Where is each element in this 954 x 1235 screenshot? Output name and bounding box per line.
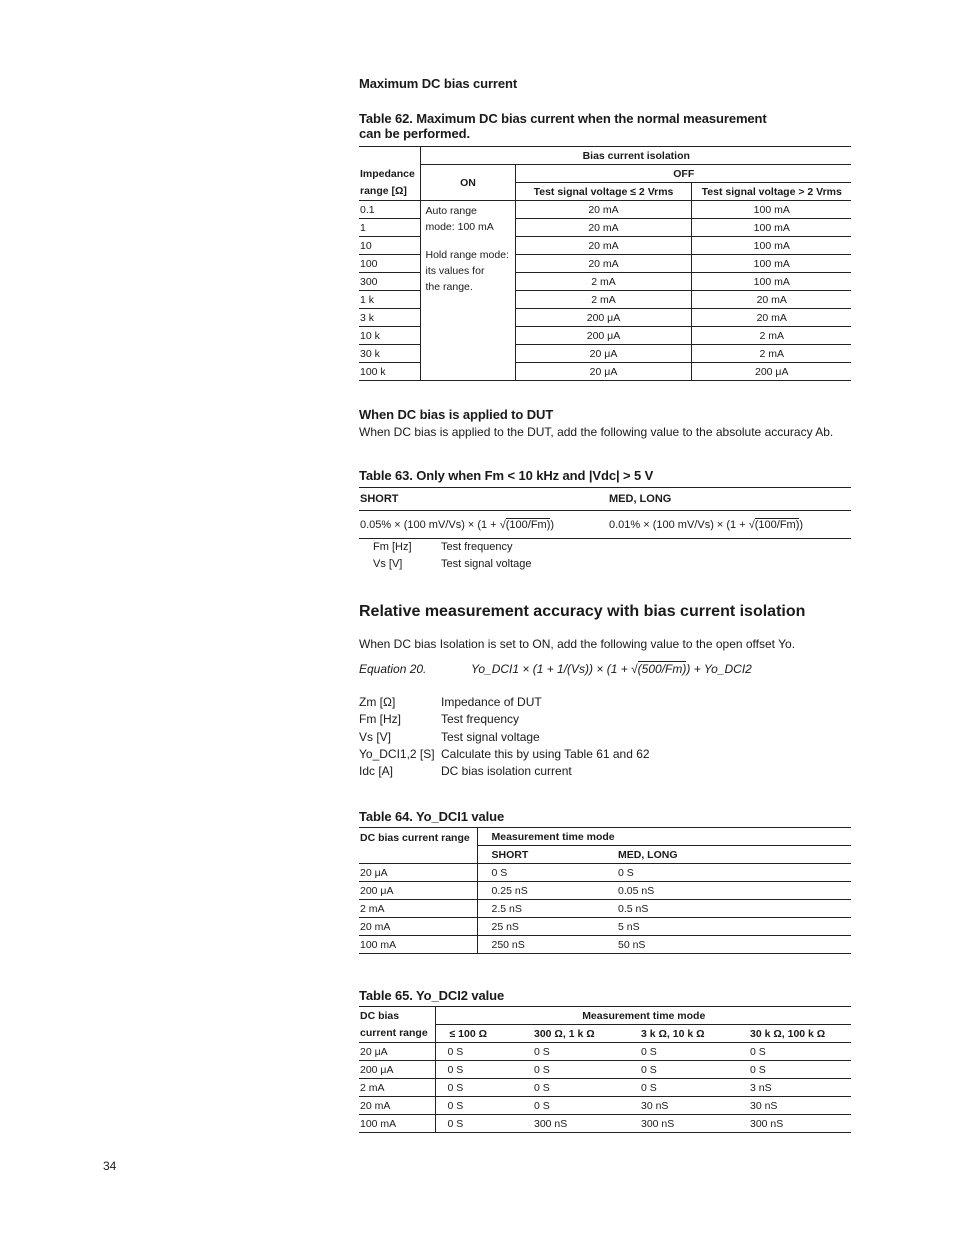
table62-caption-line1: Table 62. Maximum DC bias current when the normal measurement — [359, 111, 767, 126]
section-heading-dc-bias-dut: When DC bias is applied to DUT — [359, 407, 554, 422]
table62-range: 3 k — [359, 309, 420, 327]
table62-col-impedance: Impedance — [359, 165, 420, 183]
table64-col-range: DC bias current range — [359, 828, 477, 864]
table63-short-formula — [359, 511, 608, 539]
table63-col-medlong: MED, LONG — [608, 488, 851, 511]
table64-medlong: 0.05 nS — [617, 882, 851, 900]
table62-high: 100 mA — [691, 219, 851, 237]
table65-cell: 0 S — [435, 1097, 533, 1115]
formula-prefix: 0.01% × (100 mV/Vs) × (1 + √ — [609, 518, 755, 531]
definition-value: DC bias isolation current — [441, 764, 572, 779]
equation-suffix: ) + Yo_DCI2 — [686, 662, 752, 676]
table65-range: 2 mA — [359, 1079, 435, 1097]
definition-key: Fm [Hz] — [359, 712, 401, 727]
legend-row — [373, 539, 532, 556]
definition-list — [359, 694, 650, 780]
table65-cell: 0 S — [533, 1097, 640, 1115]
table62-range: 100 k — [359, 363, 420, 381]
table64-short: 2.5 nS — [477, 900, 617, 918]
formula-suffix: ) — [550, 518, 555, 531]
definition-key: Zm [Ω] — [359, 695, 396, 709]
table62-low: 20 mA — [515, 219, 691, 237]
table63-legend — [373, 539, 532, 573]
table64-range: 2 mA — [359, 900, 477, 918]
on-note-line — [426, 235, 515, 247]
on-note-line: Hold range mode: — [425, 249, 509, 261]
table64-range: 20 μA — [359, 864, 477, 882]
table65-cell: 0 S — [749, 1061, 851, 1079]
section-heading-max-dc-bias: Maximum DC bias current — [359, 76, 518, 91]
table62-high: 2 mA — [691, 327, 851, 345]
table65-caption: Table 65. Yo_DCI2 value — [359, 988, 505, 1003]
table64-range: 100 mA — [359, 936, 477, 954]
table-row — [359, 201, 851, 219]
table63-col-short: SHORT — [359, 488, 608, 511]
table62-range: 300 — [359, 273, 420, 291]
table64-caption: Table 64. Yo_DCI1 value — [359, 809, 505, 824]
table-row — [359, 882, 851, 900]
table-row — [359, 1043, 851, 1061]
table65-cell: 0 S — [533, 1043, 640, 1061]
table62-high: 100 mA — [691, 237, 851, 255]
table65-cell: 0 S — [640, 1061, 749, 1079]
table62-low: 2 mA — [515, 273, 691, 291]
definition-value: Test frequency — [441, 712, 520, 727]
table-row — [359, 1097, 851, 1115]
table62-low: 20 μA — [515, 363, 691, 381]
table62-caption-line2: can be performed. — [359, 126, 470, 141]
table62-col-off-high: Test signal voltage > 2 Vrms — [691, 183, 851, 201]
table62-low: 20 mA — [515, 237, 691, 255]
table64-short: 250 nS — [477, 936, 617, 954]
definition-key: Vs [V] — [359, 729, 392, 744]
table65-cell: 30 nS — [640, 1097, 749, 1115]
legend-value: Test frequency — [441, 541, 513, 553]
table65-cell: 0 S — [435, 1061, 533, 1079]
table64-medlong: 5 nS — [617, 918, 851, 936]
legend-key: Vs [V] — [373, 558, 403, 570]
legend-value: Test signal voltage — [441, 558, 532, 570]
on-note-line: Auto range — [425, 205, 477, 217]
on-note-line: the range. — [425, 281, 473, 293]
table65-range: 20 mA — [359, 1097, 435, 1115]
table65-range: 200 μA — [359, 1061, 435, 1079]
equation-radicand: (500/Fm) — [637, 662, 687, 676]
table65-cell: 0 S — [435, 1079, 533, 1097]
definition-row — [359, 746, 650, 763]
table65-cell: 0 S — [749, 1043, 851, 1061]
table65-col-range-2: current range — [359, 1025, 435, 1043]
definition-key: Yo_DCI1,2 [S] — [359, 746, 435, 761]
table62-col-on: ON — [420, 165, 515, 201]
definition-row — [359, 694, 650, 711]
table64-short: 0 S — [477, 864, 617, 882]
table65-cell: 0 S — [533, 1061, 640, 1079]
definition-value: Calculate this by using Table 61 and 62 — [441, 746, 650, 761]
table64-range: 20 mA — [359, 918, 477, 936]
equation-label: Equation 20. — [359, 662, 427, 676]
formula-suffix: ) — [799, 518, 804, 531]
table62-high: 100 mA — [691, 273, 851, 291]
table65-cell: 0 S — [640, 1043, 749, 1061]
table64-medlong: 0.5 nS — [617, 900, 851, 918]
table63-caption: Table 63. Only when Fm < 10 kHz and |Vdc| > 5 V — [359, 468, 654, 483]
definition-row — [359, 729, 650, 746]
table64-col-short: SHORT — [477, 846, 617, 864]
table64 — [359, 827, 851, 954]
table62-range: 10 — [359, 237, 420, 255]
table62-range: 30 k — [359, 345, 420, 363]
table64-col-medlong: MED, LONG — [617, 846, 851, 864]
table62-low: 20 μA — [515, 345, 691, 363]
table65-col-header: ≤ 100 Ω — [435, 1025, 533, 1043]
table62-high: 2 mA — [691, 345, 851, 363]
table65-col-header: 3 k Ω, 10 k Ω — [640, 1025, 749, 1043]
table65-cell: 0 S — [533, 1079, 640, 1097]
table65-cell: 0 S — [640, 1079, 749, 1097]
table64-short: 0.25 nS — [477, 882, 617, 900]
table65-cell: 300 nS — [533, 1115, 640, 1133]
page-number: 34 — [103, 1159, 117, 1173]
section3-body: When DC bias Isolation is set to ON, add the following value to the open offset Yo. — [359, 637, 796, 651]
table62-high: 200 μA — [691, 363, 851, 381]
table65-col-group: Measurement time mode — [435, 1007, 851, 1025]
table64-short: 25 nS — [477, 918, 617, 936]
table65-range: 20 μA — [359, 1043, 435, 1061]
table65 — [359, 1006, 851, 1133]
table62-range: 100 — [359, 255, 420, 273]
table62-low: 20 mA — [515, 201, 691, 219]
table62-low: 200 μA — [515, 327, 691, 345]
table63 — [359, 487, 851, 539]
table65-cell: 3 nS — [749, 1079, 851, 1097]
table65-cell: 300 nS — [640, 1115, 749, 1133]
table-row — [359, 1061, 851, 1079]
table64-col-group: Measurement time mode — [477, 828, 851, 846]
table-row — [359, 936, 851, 954]
table-row — [359, 900, 851, 918]
legend-row — [373, 556, 532, 573]
table65-cell: 0 S — [435, 1043, 533, 1061]
table65-col-header: 300 Ω, 1 k Ω — [533, 1025, 640, 1043]
table62-caption — [359, 111, 767, 141]
section-heading-relative-accuracy: Relative measurement accuracy with bias current isolation — [359, 603, 806, 620]
table-row — [359, 918, 851, 936]
definition-row — [359, 711, 650, 728]
definition-row — [359, 763, 650, 780]
table62-low: 200 μA — [515, 309, 691, 327]
formula-radicand: (100/Fm) — [754, 518, 800, 531]
table63-medlong-formula — [608, 511, 851, 539]
table62-col-off-low: Test signal voltage ≤ 2 Vrms — [515, 183, 691, 201]
table62-on-note — [420, 201, 515, 381]
table65-cell: 0 S — [435, 1115, 533, 1133]
table64-range: 200 μA — [359, 882, 477, 900]
table62-low: 2 mA — [515, 291, 691, 309]
definition-key: Idc [A] — [359, 764, 394, 779]
formula-prefix: 0.05% × (100 mV/Vs) × (1 + √ — [360, 518, 506, 531]
formula-radicand: (100/Fm) — [505, 518, 551, 531]
table62-high: 100 mA — [691, 201, 851, 219]
table62-range: 1 — [359, 219, 420, 237]
table62-high: 20 mA — [691, 309, 851, 327]
table62 — [359, 146, 851, 381]
table62-col-impedance-unit: range [Ω] — [359, 183, 420, 201]
table62-group-header: Bias current isolation — [420, 147, 851, 165]
definition-value: Test signal voltage — [441, 729, 540, 744]
table65-range: 100 mA — [359, 1115, 435, 1133]
table65-col-header: 30 k Ω, 100 k Ω — [749, 1025, 851, 1043]
table62-range: 0.1 — [359, 201, 420, 219]
table65-col-range: DC bias — [359, 1007, 435, 1025]
definition-value: Impedance of DUT — [441, 695, 542, 709]
table62-high: 20 mA — [691, 291, 851, 309]
table62-range: 1 k — [359, 291, 420, 309]
table64-medlong: 0 S — [617, 864, 851, 882]
table-row — [359, 1115, 851, 1133]
on-note-line: mode: 100 mA — [425, 221, 494, 233]
legend-key: Fm [Hz] — [373, 541, 412, 553]
table65-cell: 300 nS — [749, 1115, 851, 1133]
table62-col-off: OFF — [515, 165, 851, 183]
section2-body: When DC bias is applied to the DUT, add the following value to the absolute accuracy Ab. — [359, 425, 834, 439]
equation-prefix: Yo_DCI1 × (1 + 1/(Vs)) × (1 + √ — [471, 662, 638, 676]
table65-cell: 30 nS — [749, 1097, 851, 1115]
table62-high: 100 mA — [691, 255, 851, 273]
table64-medlong: 50 nS — [617, 936, 851, 954]
table-row — [359, 864, 851, 882]
equation-20 — [359, 662, 752, 676]
on-note-line: its values for — [425, 265, 485, 277]
table-row — [359, 1079, 851, 1097]
table62-range: 10 k — [359, 327, 420, 345]
table62-low: 20 mA — [515, 255, 691, 273]
